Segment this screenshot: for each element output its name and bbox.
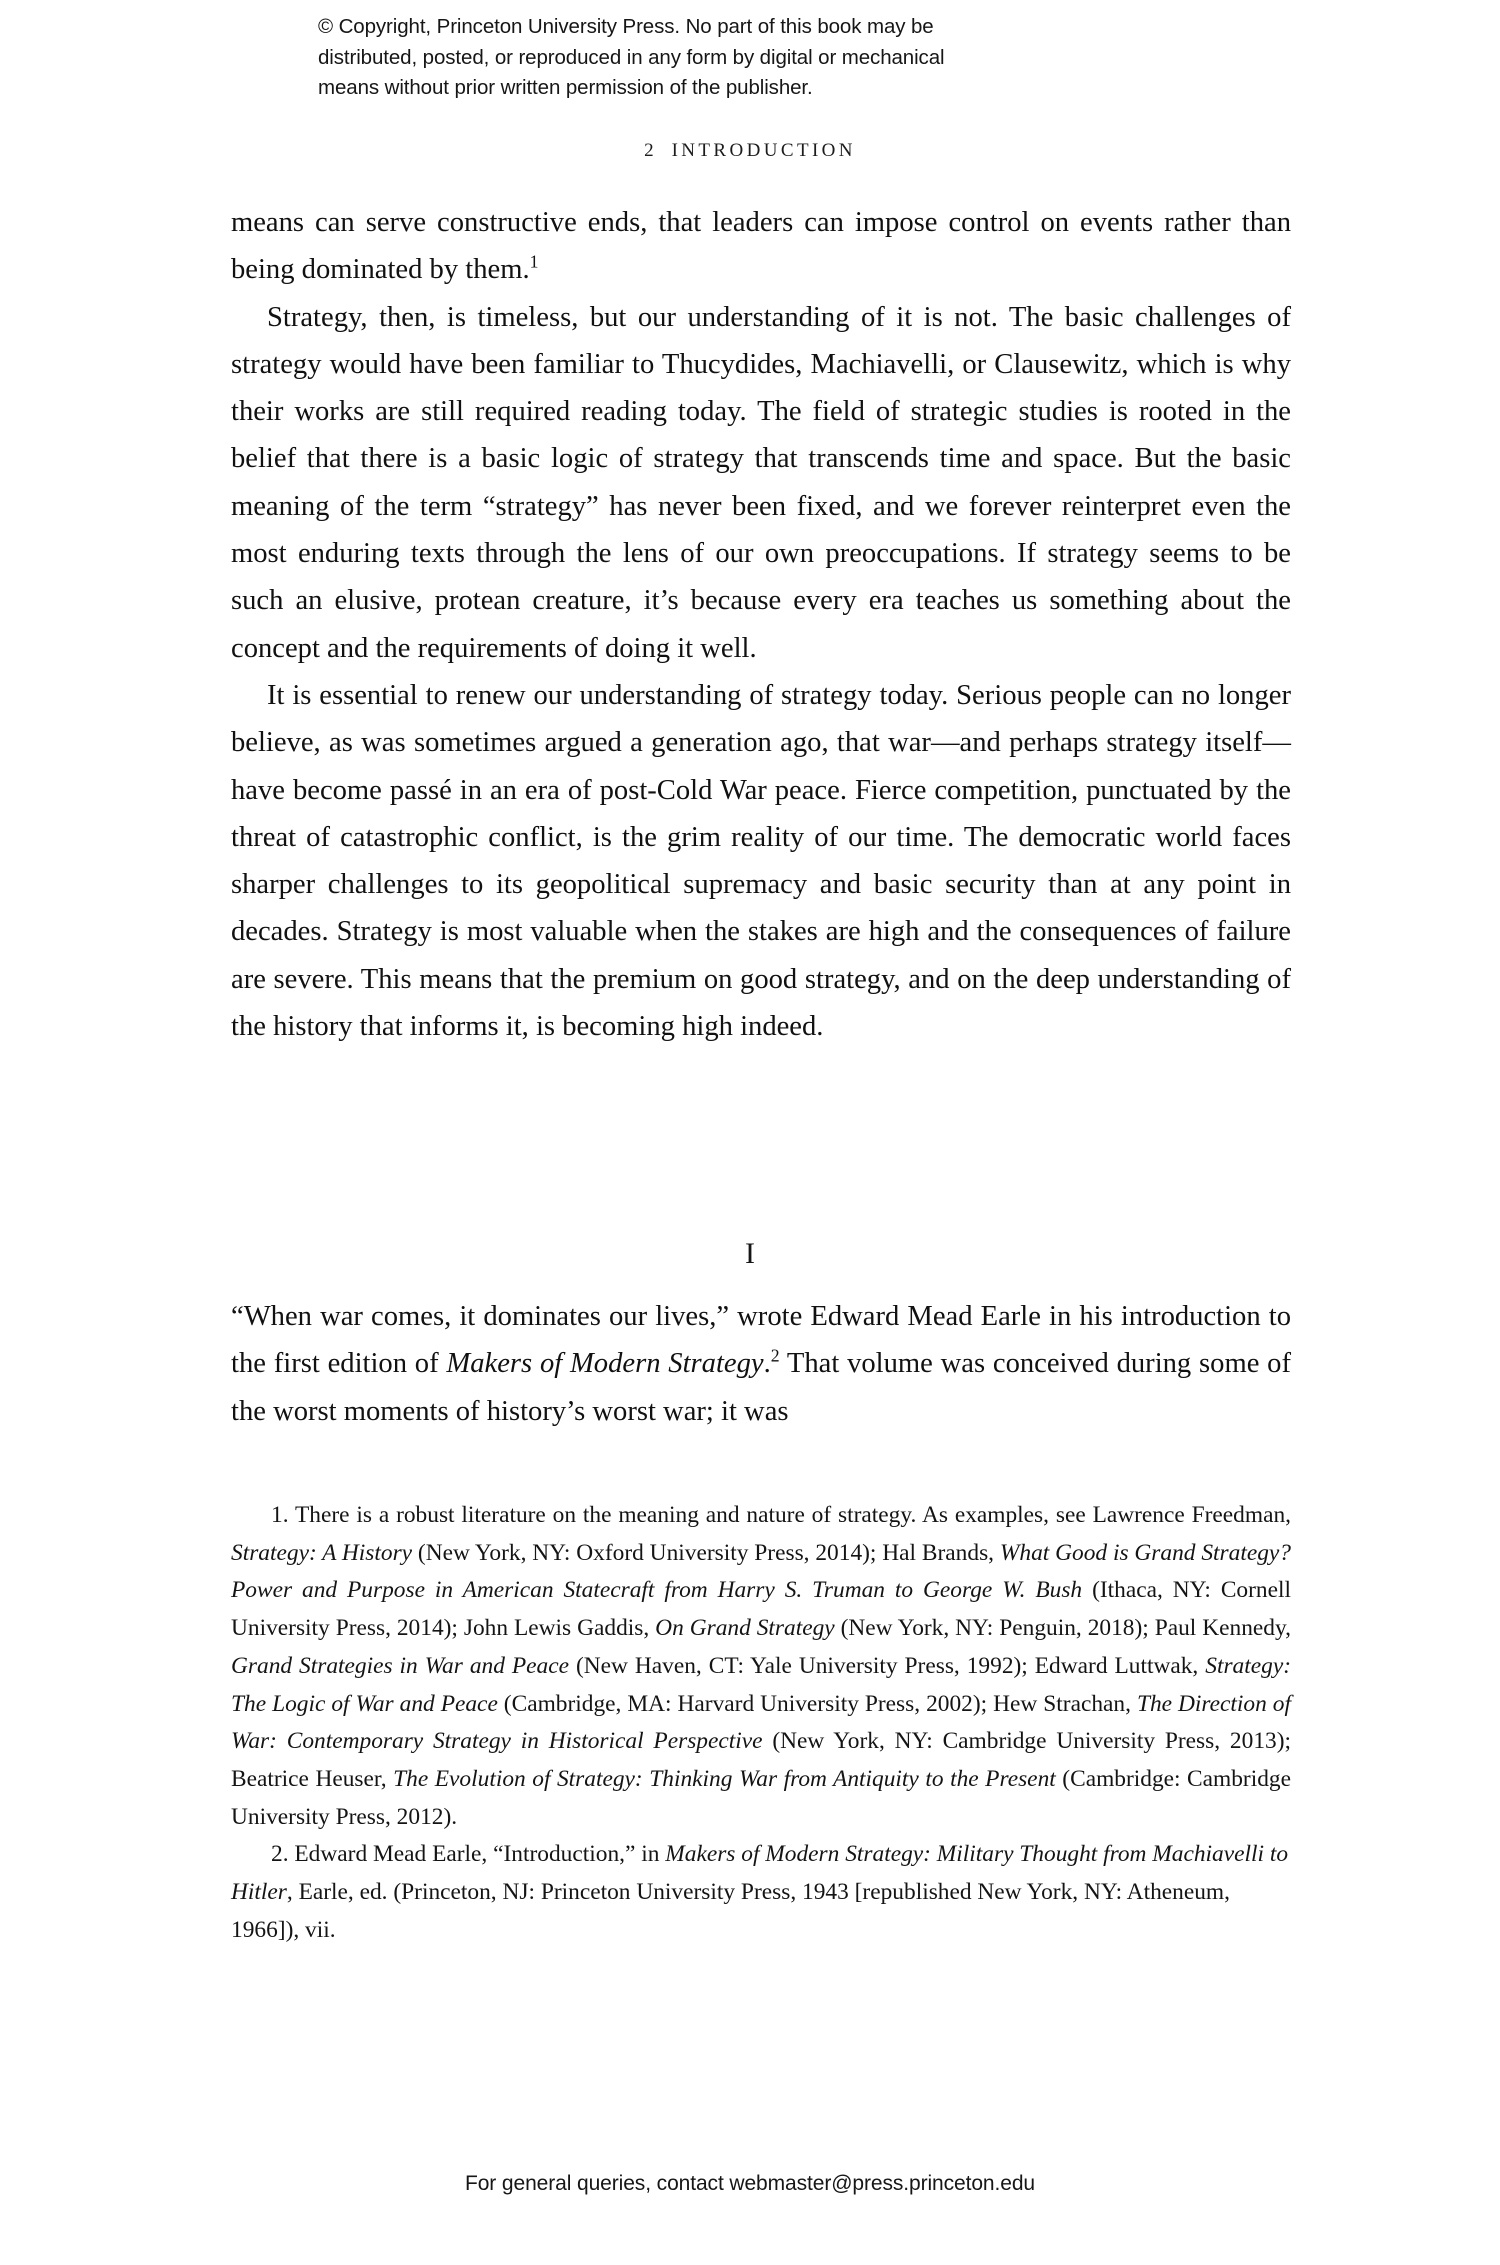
footnote-text: (Cambridge, MA: Harvard University Press, 2002); Hew Strachan, <box>497 1690 1137 1717</box>
paragraph-continuation <box>231 199 1291 294</box>
page-number: 2 <box>644 140 656 161</box>
footnote-ref-1[interactable]: 1 <box>529 251 539 272</box>
footnote-title-italic: On Grand Strategy <box>655 1615 835 1642</box>
footnote-title-italic: The Direction of War: Contemporary Strategy in Historical Perspective <box>231 1690 1291 1755</box>
footnote-title-italic: Strategy: The Logic of War and Peace <box>231 1652 1291 1717</box>
footnote-2 <box>231 1836 1291 1949</box>
footnotes-block <box>231 1497 1291 1949</box>
footnote-title-italic: The Evolution of Strategy: Thinking War from Antiquity to the Present <box>393 1765 1056 1792</box>
paragraph-part-2: That volume was conceived during some of the worst moments of history’s worst war; it was <box>231 1348 1291 1427</box>
copyright-line-1: © Copyright, Princeton University Press. No part of this book may be <box>318 15 934 38</box>
paragraph-part-1: “When war comes, it dominates our lives,” wrote Edward Mead Earle in his introduction to the first edition of <box>231 1301 1291 1380</box>
footnote-text: (New Haven, CT: Yale University Press, 1992); Edward Luttwak, <box>569 1652 1206 1679</box>
copyright-line-3: means without prior written permission of the publisher. <box>318 76 813 99</box>
paragraph-when-war-comes <box>231 1293 1291 1435</box>
section-divider: I <box>745 1237 755 1270</box>
footnote-text: (Ithaca, NY: Cornell University Press, 2014); John Lewis Gaddis, <box>231 1577 1291 1642</box>
footnote-ref-2[interactable]: 2 <box>770 1345 780 1366</box>
footnote-title-italic: Makers of Modern Strategy: Military Thought from Machiavelli to Hitler <box>231 1841 1289 1906</box>
footnote-text: Edward Mead Earle, “Introduction,” in <box>288 1841 666 1868</box>
running-head-title: INTRODUCTION <box>671 140 856 161</box>
footnote-number: 1. <box>271 1502 289 1528</box>
period-after-title: . <box>763 1348 771 1380</box>
copyright-notice <box>318 12 1158 104</box>
footnote-text: There is a robust literature on the meaning and nature of strategy. As examples, see Lawrence Freedman, <box>288 1502 1291 1528</box>
footnote-title-italic: Grand Strategies in War and Peace <box>231 1652 569 1679</box>
copyright-line-2: distributed, posted, or reproduced in any form by digital or mechanical <box>318 45 945 69</box>
footnote-text: , Earle, ed. (Princeton, NJ: Princeton University Press, 1943 [republished New York, NY: Atheneum, 1966]), vii. <box>231 1879 1230 1943</box>
paragraph-strategy-timeless: Strategy, then, is timeless, but our understanding of it is not. The basic challenges of strategy would have been familiar to Thucydides, Machiavelli, or Clausewitz, which is why their works are still required reading today. The field of strategic studies is rooted in the belief that there is a basic logic of strategy that transcends time and space. But the basic meaning of the term “strategy” has never been fixed, and we forever reinterpret even the most enduring texts through the lens of our own preoccupations. If strategy seems to be such an elusive, protean creature, it’s because every era teaches us something about the concept and the requirements of doing it well. <box>231 301 1291 664</box>
page-footer: For general queries, contact webmaster@press.princeton.edu <box>465 2172 1035 2195</box>
paragraph-continuation-text: means can serve constructive ends, that leaders can impose control on events rather than being dominated by them. <box>231 207 1291 286</box>
paragraph-renew-understanding: It is essential to renew our understanding of strategy today. Serious people can no longer believe, as was sometimes argued a generation ago, that war—and perhaps strategy itself—have become passé in an era of post-Cold War peace. Fierce competition, punctuated by the threat of catastrophic conflict, is the grim reality of our time. The democratic world faces sharper challenges to its geopolitical supremacy and basic security than at any point in decades. Strategy is most valuable when the stakes are high and the consequences of failure are severe. This means that the premium on good strategy, and on the deep understanding of the history that informs it, is becoming high indeed. <box>231 679 1291 1043</box>
footnote-1 <box>231 1497 1291 1836</box>
footnote-text: (New York, NY: Penguin, 2018); Paul Kennedy, <box>834 1615 1291 1642</box>
footnote-text: (Cambridge: Cambridge University Press, 2012). <box>231 1765 1291 1830</box>
running-head <box>0 140 1500 162</box>
body-text-block-after-divider <box>231 1293 1291 1435</box>
footnote-text: (New York, NY: Oxford University Press, 2014); Hal Brands, <box>412 1539 1000 1566</box>
footnote-number: 2. <box>271 1841 289 1868</box>
body-text-block <box>231 199 1291 1050</box>
book-title-makers-of-modern-strategy: Makers of Modern Strategy <box>446 1348 764 1380</box>
footnote-title-italic: What Good is Grand Strategy? Power and Purpose in American Statecraft from Harry S. Truman to George W. Bush <box>231 1539 1291 1604</box>
footnote-text: (New York, NY: Cambridge University Press, 2013); Beatrice Heuser, <box>231 1728 1291 1792</box>
footnote-title-italic: Strategy: A History <box>231 1539 413 1566</box>
